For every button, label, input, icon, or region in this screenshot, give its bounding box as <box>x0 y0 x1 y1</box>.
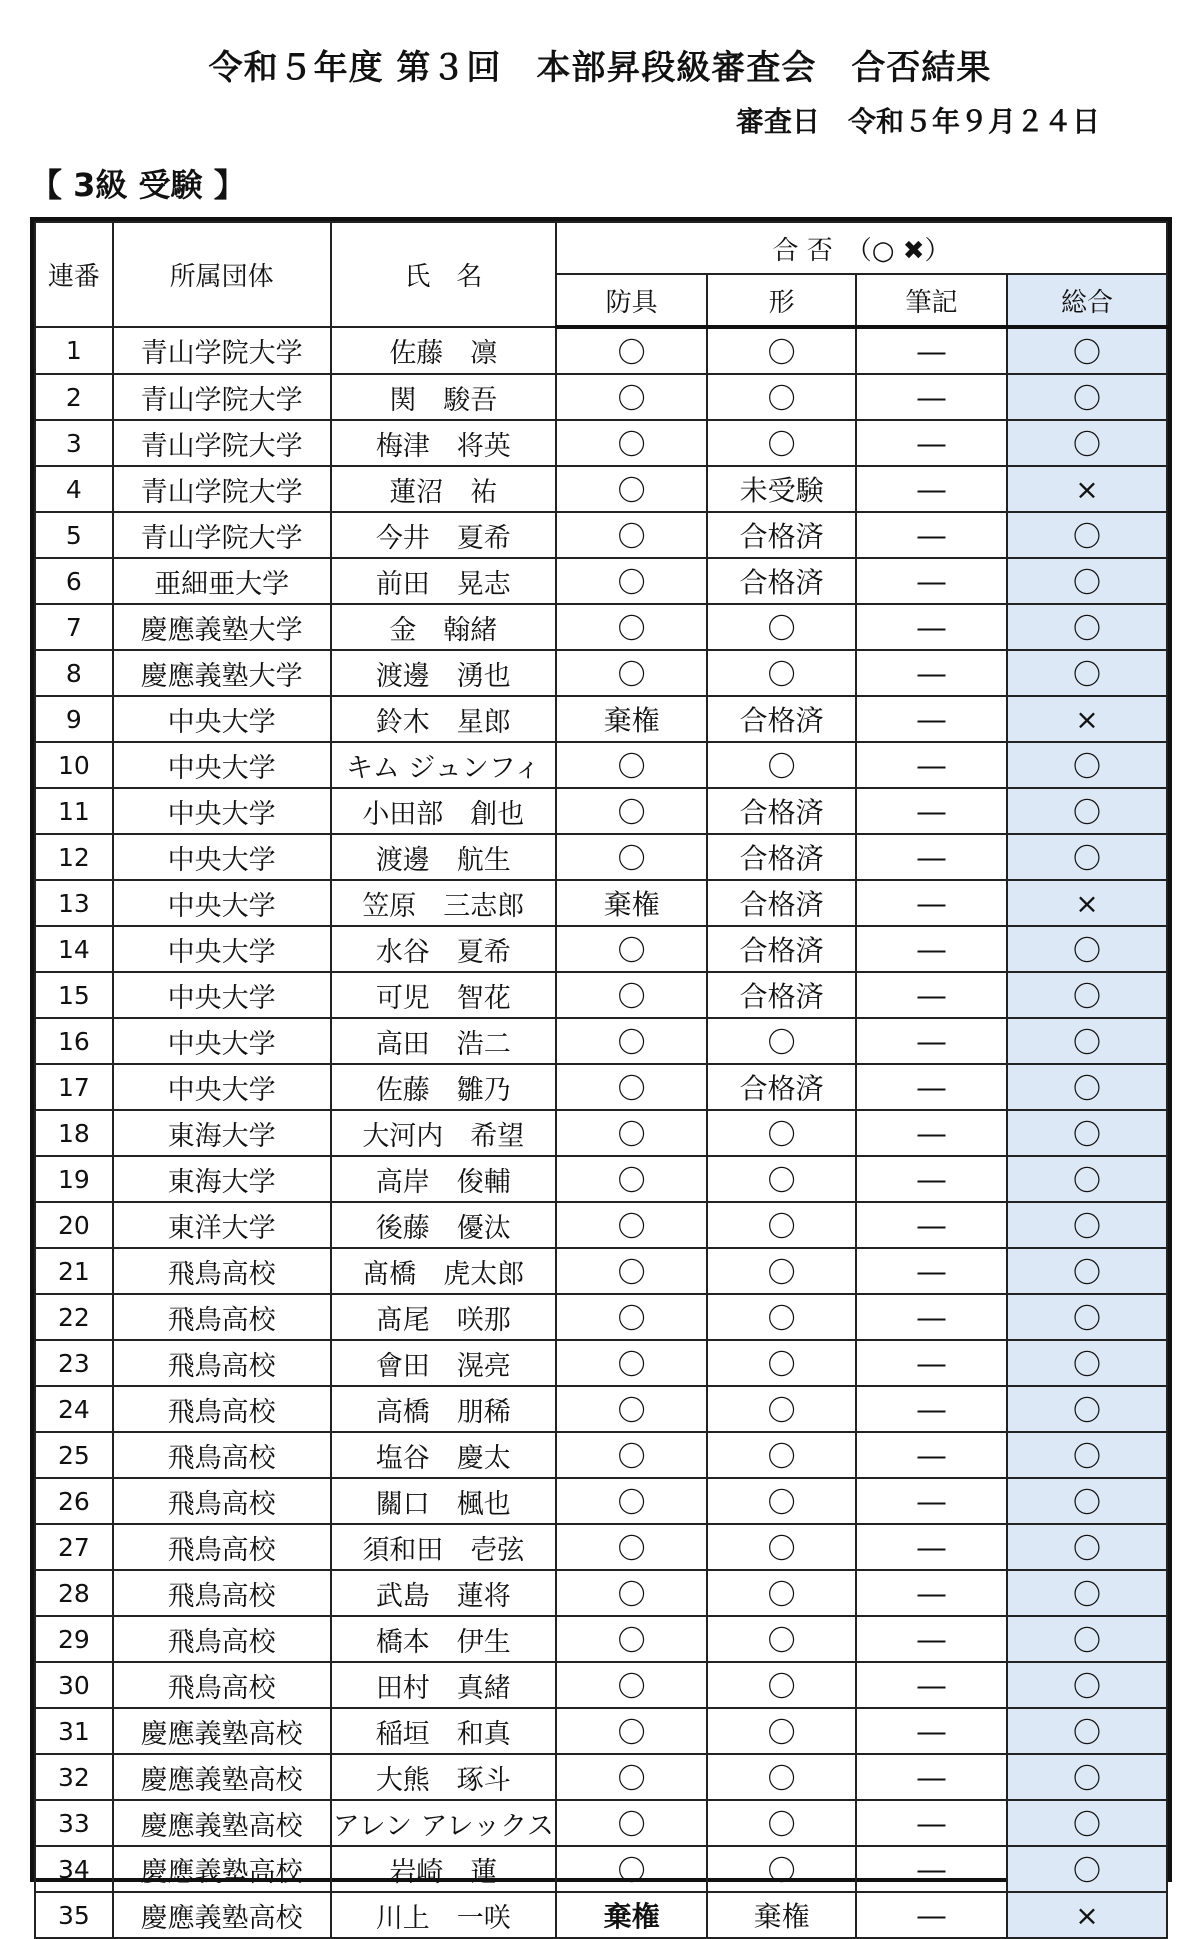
cell-bogu: 〇 <box>556 1386 707 1432</box>
cell-hikki: ― <box>856 1340 1007 1386</box>
cell-group: 慶應義塾高校 <box>113 1754 331 1800</box>
cell-group: 中央大学 <box>113 880 331 926</box>
cell-hikki: ― <box>856 972 1007 1018</box>
table-row <box>35 466 1167 512</box>
cell-no: 31 <box>35 1708 113 1754</box>
header-kata: 形 <box>707 274 856 327</box>
cell-sogo: 〇 <box>1007 1754 1167 1800</box>
cell-bogu: 〇 <box>556 1248 707 1294</box>
cell-group: 中央大学 <box>113 926 331 972</box>
cell-name: 今井 夏希 <box>331 512 557 558</box>
cell-kata: 〇 <box>707 1754 856 1800</box>
cell-bogu: 〇 <box>556 1708 707 1754</box>
cell-kata: 〇 <box>707 1846 856 1892</box>
table-row <box>35 512 1167 558</box>
table-row <box>35 1202 1167 1248</box>
cell-group: 飛鳥高校 <box>113 1570 331 1616</box>
cell-name: 大河内 希望 <box>331 1110 557 1156</box>
cell-group: 中央大学 <box>113 788 331 834</box>
header-bogu: 防具 <box>556 274 707 327</box>
cell-sogo: 〇 <box>1007 1800 1167 1846</box>
results-table-container <box>30 217 1172 1934</box>
cell-bogu: 〇 <box>556 1294 707 1340</box>
cell-hikki: ― <box>856 1386 1007 1432</box>
cell-hikki: ― <box>856 1202 1007 1248</box>
cell-kata: 〇 <box>707 1202 856 1248</box>
cell-hikki: ― <box>856 327 1007 374</box>
cell-group: 飛鳥高校 <box>113 1524 331 1570</box>
cell-bogu: 〇 <box>556 742 707 788</box>
cell-group: 飛鳥高校 <box>113 1432 331 1478</box>
cell-hikki: ― <box>856 788 1007 834</box>
cell-kata: 未受験 <box>707 466 856 512</box>
cell-bogu: 〇 <box>556 788 707 834</box>
cell-group: 青山学院大学 <box>113 512 331 558</box>
cell-sogo: 〇 <box>1007 1202 1167 1248</box>
cell-name: 可児 智花 <box>331 972 557 1018</box>
table-row <box>35 1340 1167 1386</box>
cell-kata: 〇 <box>707 1432 856 1478</box>
cell-no: 8 <box>35 650 113 696</box>
cell-hikki: ― <box>856 1800 1007 1846</box>
cell-kata: 〇 <box>707 420 856 466</box>
cell-hikki: ― <box>856 512 1007 558</box>
cell-hikki: ― <box>856 1432 1007 1478</box>
cell-kata: 合格済 <box>707 880 856 926</box>
cell-name: 水谷 夏希 <box>331 926 557 972</box>
cell-hikki: ― <box>856 1892 1007 1938</box>
cell-name: 田村 真緒 <box>331 1662 557 1708</box>
cell-bogu: 〇 <box>556 1156 707 1202</box>
cell-name: 金 翰緒 <box>331 604 557 650</box>
cell-sogo: 〇 <box>1007 1846 1167 1892</box>
cell-sogo: 〇 <box>1007 604 1167 650</box>
cell-sogo: × <box>1007 880 1167 926</box>
cell-no: 26 <box>35 1478 113 1524</box>
cell-hikki: ― <box>856 558 1007 604</box>
cell-kata: 棄権 <box>707 1892 856 1938</box>
cell-hikki: ― <box>856 374 1007 420</box>
cell-bogu: 〇 <box>556 1662 707 1708</box>
cell-name: 橋本 伊生 <box>331 1616 557 1662</box>
cell-group: 中央大学 <box>113 696 331 742</box>
cell-name: 大熊 琢斗 <box>331 1754 557 1800</box>
cell-hikki: ― <box>856 1156 1007 1202</box>
table-row <box>35 1478 1167 1524</box>
cell-sogo: 〇 <box>1007 1064 1167 1110</box>
cell-bogu: 〇 <box>556 374 707 420</box>
cell-no: 13 <box>35 880 113 926</box>
cell-no: 27 <box>35 1524 113 1570</box>
cell-group: 東海大学 <box>113 1110 331 1156</box>
cell-bogu: 〇 <box>556 466 707 512</box>
cell-no: 32 <box>35 1754 113 1800</box>
table-row <box>35 1156 1167 1202</box>
cell-group: 飛鳥高校 <box>113 1248 331 1294</box>
cell-no: 30 <box>35 1662 113 1708</box>
table-row <box>35 1800 1167 1846</box>
cell-bogu: 〇 <box>556 1340 707 1386</box>
cell-no: 28 <box>35 1570 113 1616</box>
cell-name: アレン アレックス <box>331 1800 557 1846</box>
cell-hikki: ― <box>856 1478 1007 1524</box>
cell-name: 關口 楓也 <box>331 1478 557 1524</box>
header-no: 連番 <box>35 222 113 327</box>
cell-sogo: 〇 <box>1007 1340 1167 1386</box>
table-row <box>35 558 1167 604</box>
cell-no: 16 <box>35 1018 113 1064</box>
cell-no: 19 <box>35 1156 113 1202</box>
cell-sogo: 〇 <box>1007 512 1167 558</box>
cell-sogo: 〇 <box>1007 1570 1167 1616</box>
cell-bogu: 〇 <box>556 1202 707 1248</box>
header-name: 氏 名 <box>331 222 557 327</box>
cell-name: 渡邊 航生 <box>331 834 557 880</box>
cell-name: 関 駿吾 <box>331 374 557 420</box>
cell-name: 川上 一咲 <box>331 1892 557 1938</box>
table-row <box>35 880 1167 926</box>
cell-name: 塩谷 慶太 <box>331 1432 557 1478</box>
cell-sogo: 〇 <box>1007 1616 1167 1662</box>
table-row <box>35 420 1167 466</box>
cell-kata: 合格済 <box>707 972 856 1018</box>
table-row <box>35 1064 1167 1110</box>
cell-no: 22 <box>35 1294 113 1340</box>
cell-group: 中央大学 <box>113 742 331 788</box>
cell-sogo: 〇 <box>1007 1018 1167 1064</box>
cell-bogu: 〇 <box>556 1432 707 1478</box>
cell-sogo: 〇 <box>1007 420 1167 466</box>
cell-kata: 〇 <box>707 1662 856 1708</box>
cell-name: 笠原 三志郎 <box>331 880 557 926</box>
cell-name: 會田 滉亮 <box>331 1340 557 1386</box>
cell-group: 飛鳥高校 <box>113 1386 331 1432</box>
cell-no: 3 <box>35 420 113 466</box>
cell-no: 20 <box>35 1202 113 1248</box>
cell-no: 12 <box>35 834 113 880</box>
cell-kata: 〇 <box>707 604 856 650</box>
cell-kata: 合格済 <box>707 512 856 558</box>
cell-no: 11 <box>35 788 113 834</box>
cell-no: 24 <box>35 1386 113 1432</box>
table-row <box>35 1524 1167 1570</box>
cell-bogu: 〇 <box>556 1754 707 1800</box>
cell-group: 中央大学 <box>113 972 331 1018</box>
cell-sogo: 〇 <box>1007 650 1167 696</box>
cell-no: 7 <box>35 604 113 650</box>
cell-hikki: ― <box>856 1524 1007 1570</box>
cell-no: 10 <box>35 742 113 788</box>
cell-name: 髙橋 虎太郎 <box>331 1248 557 1294</box>
cell-hikki: ― <box>856 926 1007 972</box>
cell-kata: 合格済 <box>707 926 856 972</box>
table-row <box>35 1892 1167 1938</box>
cell-hikki: ― <box>856 1570 1007 1616</box>
cell-bogu: 〇 <box>556 420 707 466</box>
cell-no: 14 <box>35 926 113 972</box>
cell-kata: 〇 <box>707 1248 856 1294</box>
cell-sogo: 〇 <box>1007 558 1167 604</box>
cell-sogo: 〇 <box>1007 926 1167 972</box>
cell-bogu: 〇 <box>556 972 707 1018</box>
cell-sogo: 〇 <box>1007 1708 1167 1754</box>
cell-no: 6 <box>35 558 113 604</box>
cell-sogo: 〇 <box>1007 788 1167 834</box>
cell-sogo: 〇 <box>1007 1156 1167 1202</box>
cell-hikki: ― <box>856 1110 1007 1156</box>
cell-kata: 〇 <box>707 1708 856 1754</box>
cell-hikki: ― <box>856 650 1007 696</box>
table-row <box>35 1386 1167 1432</box>
cell-hikki: ― <box>856 1662 1007 1708</box>
cell-kata: 〇 <box>707 327 856 374</box>
cell-hikki: ― <box>856 604 1007 650</box>
cell-hikki: ― <box>856 880 1007 926</box>
section-heading: 【 3級 受験 】 <box>30 166 246 204</box>
results-table-body <box>35 327 1167 1938</box>
cell-hikki: ― <box>856 1064 1007 1110</box>
cell-bogu: 〇 <box>556 1064 707 1110</box>
cell-group: 慶應義塾高校 <box>113 1846 331 1892</box>
cell-name: 須和田 壱弦 <box>331 1524 557 1570</box>
cell-kata: 〇 <box>707 1294 856 1340</box>
cell-hikki: ― <box>856 1616 1007 1662</box>
cell-kata: 合格済 <box>707 696 856 742</box>
cell-no: 18 <box>35 1110 113 1156</box>
document-title: 令和５年度 第３回 本部昇段級審査会 合否結果 <box>208 48 992 88</box>
cell-kata: 合格済 <box>707 788 856 834</box>
cell-no: 34 <box>35 1846 113 1892</box>
cell-sogo: × <box>1007 466 1167 512</box>
cell-bogu: 〇 <box>556 926 707 972</box>
cell-kata: 〇 <box>707 1110 856 1156</box>
cell-group: 飛鳥高校 <box>113 1662 331 1708</box>
cell-bogu: 〇 <box>556 834 707 880</box>
cell-hikki: ― <box>856 742 1007 788</box>
cell-kata: 〇 <box>707 1478 856 1524</box>
cell-group: 飛鳥高校 <box>113 1478 331 1524</box>
cell-name: 前田 晃志 <box>331 558 557 604</box>
cell-no: 17 <box>35 1064 113 1110</box>
table-row <box>35 972 1167 1018</box>
cell-name: 佐藤 雛乃 <box>331 1064 557 1110</box>
cell-kata: 〇 <box>707 742 856 788</box>
cell-sogo: 〇 <box>1007 1432 1167 1478</box>
cell-sogo: 〇 <box>1007 1294 1167 1340</box>
cell-hikki: ― <box>856 1018 1007 1064</box>
cell-no: 25 <box>35 1432 113 1478</box>
table-row <box>35 1018 1167 1064</box>
cell-name: 髙尾 咲那 <box>331 1294 557 1340</box>
cell-bogu: 〇 <box>556 1570 707 1616</box>
cell-hikki: ― <box>856 834 1007 880</box>
cell-group: 青山学院大学 <box>113 327 331 374</box>
cell-group: 飛鳥高校 <box>113 1616 331 1662</box>
cell-bogu: 〇 <box>556 327 707 374</box>
cell-hikki: ― <box>856 1708 1007 1754</box>
cell-no: 1 <box>35 327 113 374</box>
cell-group: 慶應義塾大学 <box>113 604 331 650</box>
table-row <box>35 696 1167 742</box>
cell-bogu: 〇 <box>556 1110 707 1156</box>
cell-group: 慶應義塾高校 <box>113 1892 331 1938</box>
cell-bogu: 〇 <box>556 512 707 558</box>
cell-kata: 合格済 <box>707 558 856 604</box>
cell-no: 5 <box>35 512 113 558</box>
cell-group: 亜細亜大学 <box>113 558 331 604</box>
header-row-top <box>35 222 1167 274</box>
cell-kata: 合格済 <box>707 834 856 880</box>
cell-sogo: 〇 <box>1007 374 1167 420</box>
cell-sogo: 〇 <box>1007 1386 1167 1432</box>
cell-name: 後藤 優汰 <box>331 1202 557 1248</box>
cell-sogo: 〇 <box>1007 327 1167 374</box>
cell-group: 中央大学 <box>113 834 331 880</box>
cell-name: 佐藤 凛 <box>331 327 557 374</box>
table-row <box>35 1754 1167 1800</box>
table-row <box>35 327 1167 374</box>
cell-group: 飛鳥高校 <box>113 1340 331 1386</box>
cell-group: 青山学院大学 <box>113 420 331 466</box>
header-group: 所属団体 <box>113 222 331 327</box>
cell-no: 23 <box>35 1340 113 1386</box>
cell-no: 9 <box>35 696 113 742</box>
cell-kata: 〇 <box>707 1570 856 1616</box>
cell-no: 15 <box>35 972 113 1018</box>
table-row <box>35 374 1167 420</box>
cell-name: 岩崎 蓮 <box>331 1846 557 1892</box>
cell-group: 飛鳥高校 <box>113 1294 331 1340</box>
cell-kata: 〇 <box>707 374 856 420</box>
cell-bogu: 棄権 <box>556 880 707 926</box>
cell-hikki: ― <box>856 1754 1007 1800</box>
header-hikki: 筆記 <box>856 274 1007 327</box>
header-sogo: 総合 <box>1007 274 1167 327</box>
cell-no: 29 <box>35 1616 113 1662</box>
cell-name: 梅津 将英 <box>331 420 557 466</box>
cell-sogo: 〇 <box>1007 1662 1167 1708</box>
cell-name: 小田部 創也 <box>331 788 557 834</box>
table-row <box>35 650 1167 696</box>
cell-group: 慶應義塾高校 <box>113 1708 331 1754</box>
table-row <box>35 1294 1167 1340</box>
cell-kata: 〇 <box>707 1616 856 1662</box>
cell-group: 青山学院大学 <box>113 466 331 512</box>
cell-name: 高岸 俊輔 <box>331 1156 557 1202</box>
cell-name: 武島 蓮将 <box>331 1570 557 1616</box>
cell-group: 青山学院大学 <box>113 374 331 420</box>
cell-kata: 〇 <box>707 1524 856 1570</box>
cell-sogo: 〇 <box>1007 1524 1167 1570</box>
cell-kata: 〇 <box>707 1386 856 1432</box>
cell-group: 東洋大学 <box>113 1202 331 1248</box>
table-row <box>35 1110 1167 1156</box>
cell-no: 33 <box>35 1800 113 1846</box>
cell-bogu: 〇 <box>556 604 707 650</box>
cell-hikki: ― <box>856 466 1007 512</box>
cell-group: 東海大学 <box>113 1156 331 1202</box>
cell-bogu: 棄権 <box>556 696 707 742</box>
cell-sogo: 〇 <box>1007 1110 1167 1156</box>
table-row <box>35 1616 1167 1662</box>
cell-sogo: 〇 <box>1007 742 1167 788</box>
cell-no: 35 <box>35 1892 113 1938</box>
cell-bogu: 〇 <box>556 1478 707 1524</box>
table-row <box>35 788 1167 834</box>
cell-name: 高橋 朋稀 <box>331 1386 557 1432</box>
cell-no: 2 <box>35 374 113 420</box>
results-table <box>34 221 1168 1939</box>
cell-hikki: ― <box>856 420 1007 466</box>
table-row <box>35 834 1167 880</box>
cell-kata: 〇 <box>707 1156 856 1202</box>
table-row <box>35 742 1167 788</box>
table-row <box>35 1570 1167 1616</box>
cell-bogu: 〇 <box>556 1616 707 1662</box>
table-row <box>35 1432 1167 1478</box>
table-row <box>35 1846 1167 1892</box>
cell-bogu: 〇 <box>556 1846 707 1892</box>
table-row <box>35 604 1167 650</box>
cell-kata: 〇 <box>707 1018 856 1064</box>
cell-group: 中央大学 <box>113 1018 331 1064</box>
cell-hikki: ― <box>856 1294 1007 1340</box>
cell-bogu: 〇 <box>556 558 707 604</box>
cell-sogo: 〇 <box>1007 1478 1167 1524</box>
cell-name: 高田 浩二 <box>331 1018 557 1064</box>
table-row <box>35 1662 1167 1708</box>
cell-name: 渡邊 湧也 <box>331 650 557 696</box>
table-row <box>35 1708 1167 1754</box>
cell-kata: 〇 <box>707 650 856 696</box>
cell-name: 稲垣 和真 <box>331 1708 557 1754</box>
cell-group: 中央大学 <box>113 1064 331 1110</box>
cell-bogu: 〇 <box>556 1800 707 1846</box>
cell-sogo: × <box>1007 696 1167 742</box>
cell-sogo: × <box>1007 1892 1167 1938</box>
table-row <box>35 1248 1167 1294</box>
exam-date: 審査日 令和５年９月２４日 <box>735 105 1100 138</box>
cell-kata: 〇 <box>707 1340 856 1386</box>
cell-kata: 合格済 <box>707 1064 856 1110</box>
cell-hikki: ― <box>856 1846 1007 1892</box>
cell-hikki: ― <box>856 1248 1007 1294</box>
cell-sogo: 〇 <box>1007 972 1167 1018</box>
cell-hikki: ― <box>856 696 1007 742</box>
cell-name: 鈴木 星郎 <box>331 696 557 742</box>
header-result-group: 合 否 （○ ✖） <box>556 222 1167 274</box>
cell-name: キム ジュンフィ <box>331 742 557 788</box>
cell-group: 慶應義塾大学 <box>113 650 331 696</box>
cell-kata: 〇 <box>707 1800 856 1846</box>
cell-bogu: 〇 <box>556 1524 707 1570</box>
cell-sogo: 〇 <box>1007 834 1167 880</box>
cell-no: 21 <box>35 1248 113 1294</box>
cell-sogo: 〇 <box>1007 1248 1167 1294</box>
cell-no: 4 <box>35 466 113 512</box>
cell-name: 蓮沼 祐 <box>331 466 557 512</box>
cell-bogu: 〇 <box>556 1018 707 1064</box>
cell-group: 慶應義塾高校 <box>113 1800 331 1846</box>
cell-bogu: 棄権 <box>556 1892 707 1938</box>
table-row <box>35 926 1167 972</box>
cell-bogu: 〇 <box>556 650 707 696</box>
